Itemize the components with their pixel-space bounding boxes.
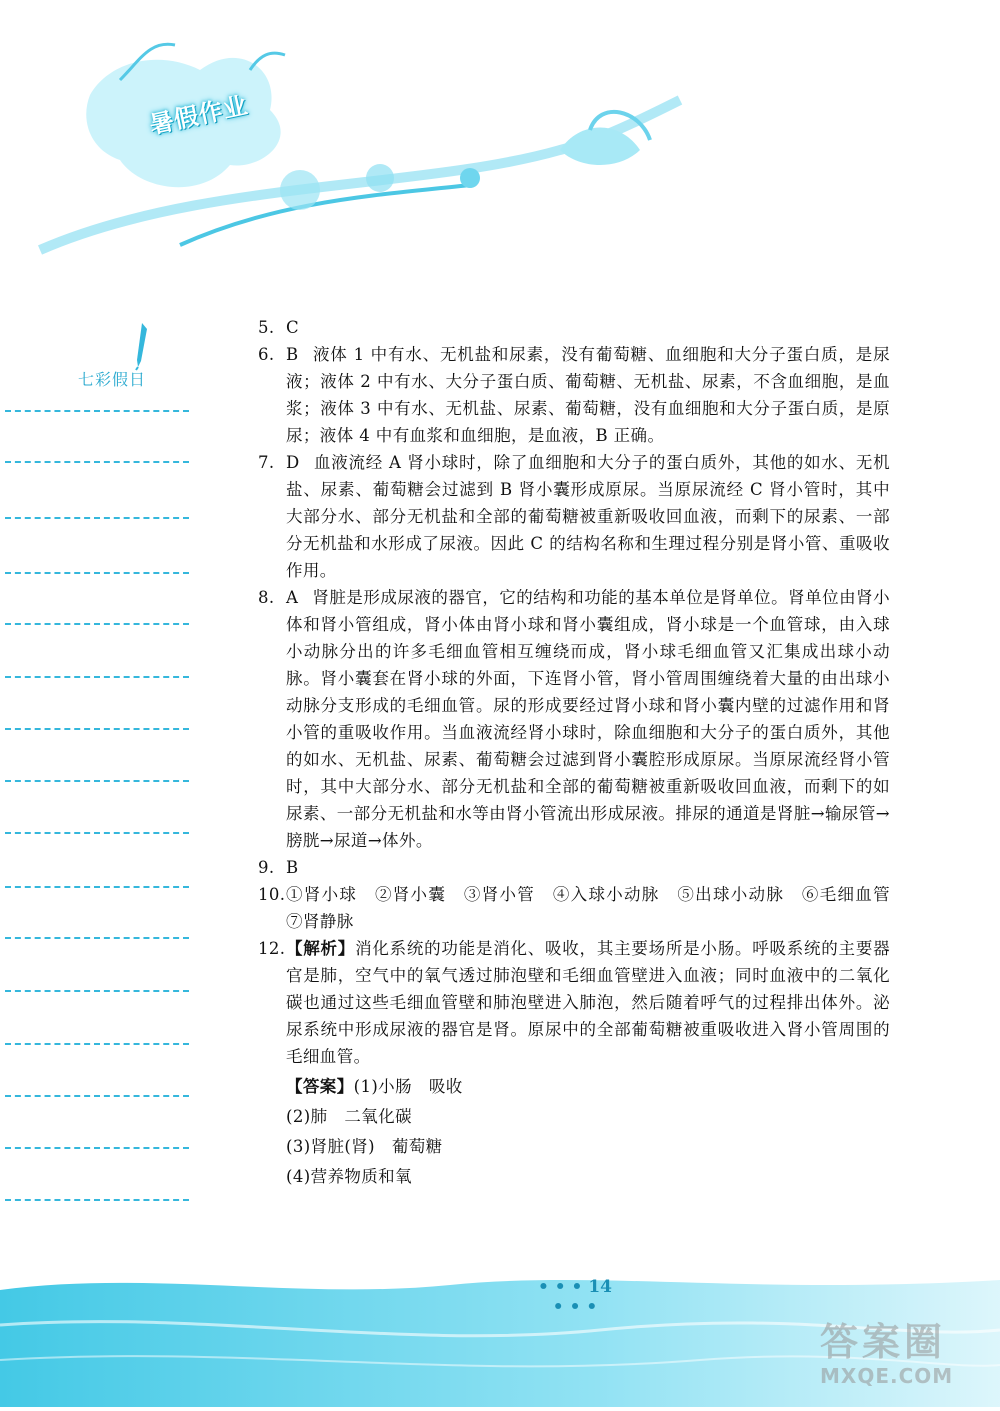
- pen-icon: [133, 321, 151, 371]
- note-line: [5, 410, 189, 412]
- note-line: [5, 832, 189, 834]
- note-line: [5, 1199, 189, 1201]
- question-number: 8.: [258, 588, 275, 607]
- notes-sidebar: [0, 315, 195, 1215]
- question-number: 10.: [258, 885, 286, 904]
- note-line: [5, 728, 189, 730]
- answer-explanation: 肾脏是形成尿液的器官，它的结构和功能的基本单位是肾单位。肾单位由肾小体和肾小管组成，肾小体由肾小球和肾小囊组成，肾小球是一个血管球，由入球小动脉分出的许多毛细血管相互缠绕而成，肾小球毛细血管又汇集成出球小动脉。肾小囊套在肾小球的外面，下连肾小管，肾小管周围缠绕着大量的由出球小动脉分支形成的毛细血管。尿的形成要经过肾小球和肾小囊内壁的过滤作用和肾小管的重吸收作用。当血液流经肾小球时，除血细胞和大分子的蛋白质外，其他的如水、无机盐、尿素、葡萄糖会过滤到肾小囊腔形成原尿。当原尿流经肾小管时，其中大部分水、部分无机盐和全部的葡萄糖被重新吸收回血液，而剩下的如尿素、一部分无机盐和水等由肾小管流出形成尿液。排尿的通道是肾脏→输尿管→膀胱→尿道→体外。: [286, 588, 890, 850]
- answer-choice: D: [286, 453, 300, 472]
- note-line: [5, 780, 189, 782]
- note-line: [5, 676, 189, 678]
- answer-text: (1)小肠 吸收: [353, 1077, 463, 1096]
- note-line: [5, 572, 189, 574]
- answer-explanation: 消化系统的功能是消化、吸收，其主要场所是小肠。呼吸系统的主要器官是肺，空气中的氧气透过肺泡壁和毛细血管壁进入血液；同时血液中的二氧化碳也通过这些毛细血管壁和肺泡壁进入肺泡，然后随着呼气的过程排出体外。泌尿系统中形成尿液的器官是肾。原尿中的全部葡萄糖被重吸收进入肾小管周围的毛细血管。: [286, 939, 890, 1066]
- answer-line: (2)肺 二氧化碳: [286, 1107, 412, 1126]
- answer-choice: B: [286, 345, 299, 364]
- sidebar-label: 七彩假日: [78, 370, 147, 389]
- note-line: [5, 461, 189, 463]
- note-line: [5, 623, 189, 625]
- answer-tag: 【答案】: [286, 1077, 354, 1096]
- answer-item: [258, 314, 890, 341]
- note-line: [5, 937, 189, 939]
- answer-item: [258, 935, 890, 1070]
- answer-content: [258, 314, 907, 1192]
- answer-choice: C: [286, 318, 300, 337]
- watermark-url: MXQE.COM: [820, 1364, 954, 1388]
- answer-item: [258, 881, 907, 935]
- note-line: [5, 1095, 189, 1097]
- answer-item: [258, 341, 890, 449]
- question-number: 7.: [258, 453, 275, 472]
- answer-explanation: 血液流经 A 肾小球时，除了血细胞和大分子的蛋白质外，其他的如水、无机盐、尿素、葡萄糖会过滤到 B 肾小囊形成原尿。当原尿流经 C 肾小管时，其中大部分水、部分无机盐和全部的葡萄糖被重新吸收回血液，而剩下的尿素、一部分无机盐和水形成了尿液。因此 C 的结构名称和生理过程分别是肾小管、重吸收作用。: [286, 453, 890, 580]
- answer-explanation: ①肾小球 ②肾小囊 ③肾小管 ④入球小动脉 ⑤出球小动脉 ⑥毛细血管 ⑦肾静脉: [286, 885, 907, 931]
- header-title: 暑假作业: [147, 91, 251, 140]
- question-number: 12.: [258, 939, 286, 958]
- answer-line: [286, 1072, 890, 1102]
- watermark-logo: [820, 1320, 990, 1400]
- question-number: 9.: [258, 858, 275, 877]
- note-line: [5, 1147, 189, 1149]
- answer-list: [258, 1072, 890, 1192]
- header-decoration: [0, 0, 1000, 270]
- note-line: [5, 886, 189, 888]
- floral-banner-graphic: [0, 0, 1000, 270]
- note-line: [5, 990, 189, 992]
- answer-item: [258, 854, 890, 881]
- answer-choice: B: [286, 858, 299, 877]
- question-number: 5.: [258, 318, 275, 337]
- note-line: [5, 1043, 189, 1045]
- answer-choice: A: [286, 588, 299, 607]
- page-number: • • • 14 • • •: [537, 1277, 612, 1317]
- answer-explanation: 液体 1 中有水、无机盐和尿素，没有葡萄糖、血细胞和大分子蛋白质，是尿液；液体 2 中有水、大分子蛋白质、葡萄糖、无机盐、尿素，不含血细胞，是血浆；液体 3 中有水、无机盐、尿素、葡萄糖，没有血细胞和大分子蛋白质，是原尿；液体 4 中有血浆和血细胞，是血液，B 正确。: [286, 345, 890, 445]
- question-number: 6.: [258, 345, 275, 364]
- answer-item: [258, 449, 890, 584]
- analysis-tag: 【解析】: [286, 939, 356, 958]
- answer-line: (3)肾脏(肾) 葡萄糖: [286, 1137, 443, 1156]
- note-line: [5, 517, 189, 519]
- answer-line: (4)营养物质和氧: [286, 1167, 412, 1186]
- watermark-title: 答案圈: [820, 1320, 947, 1364]
- answer-item: [258, 584, 890, 854]
